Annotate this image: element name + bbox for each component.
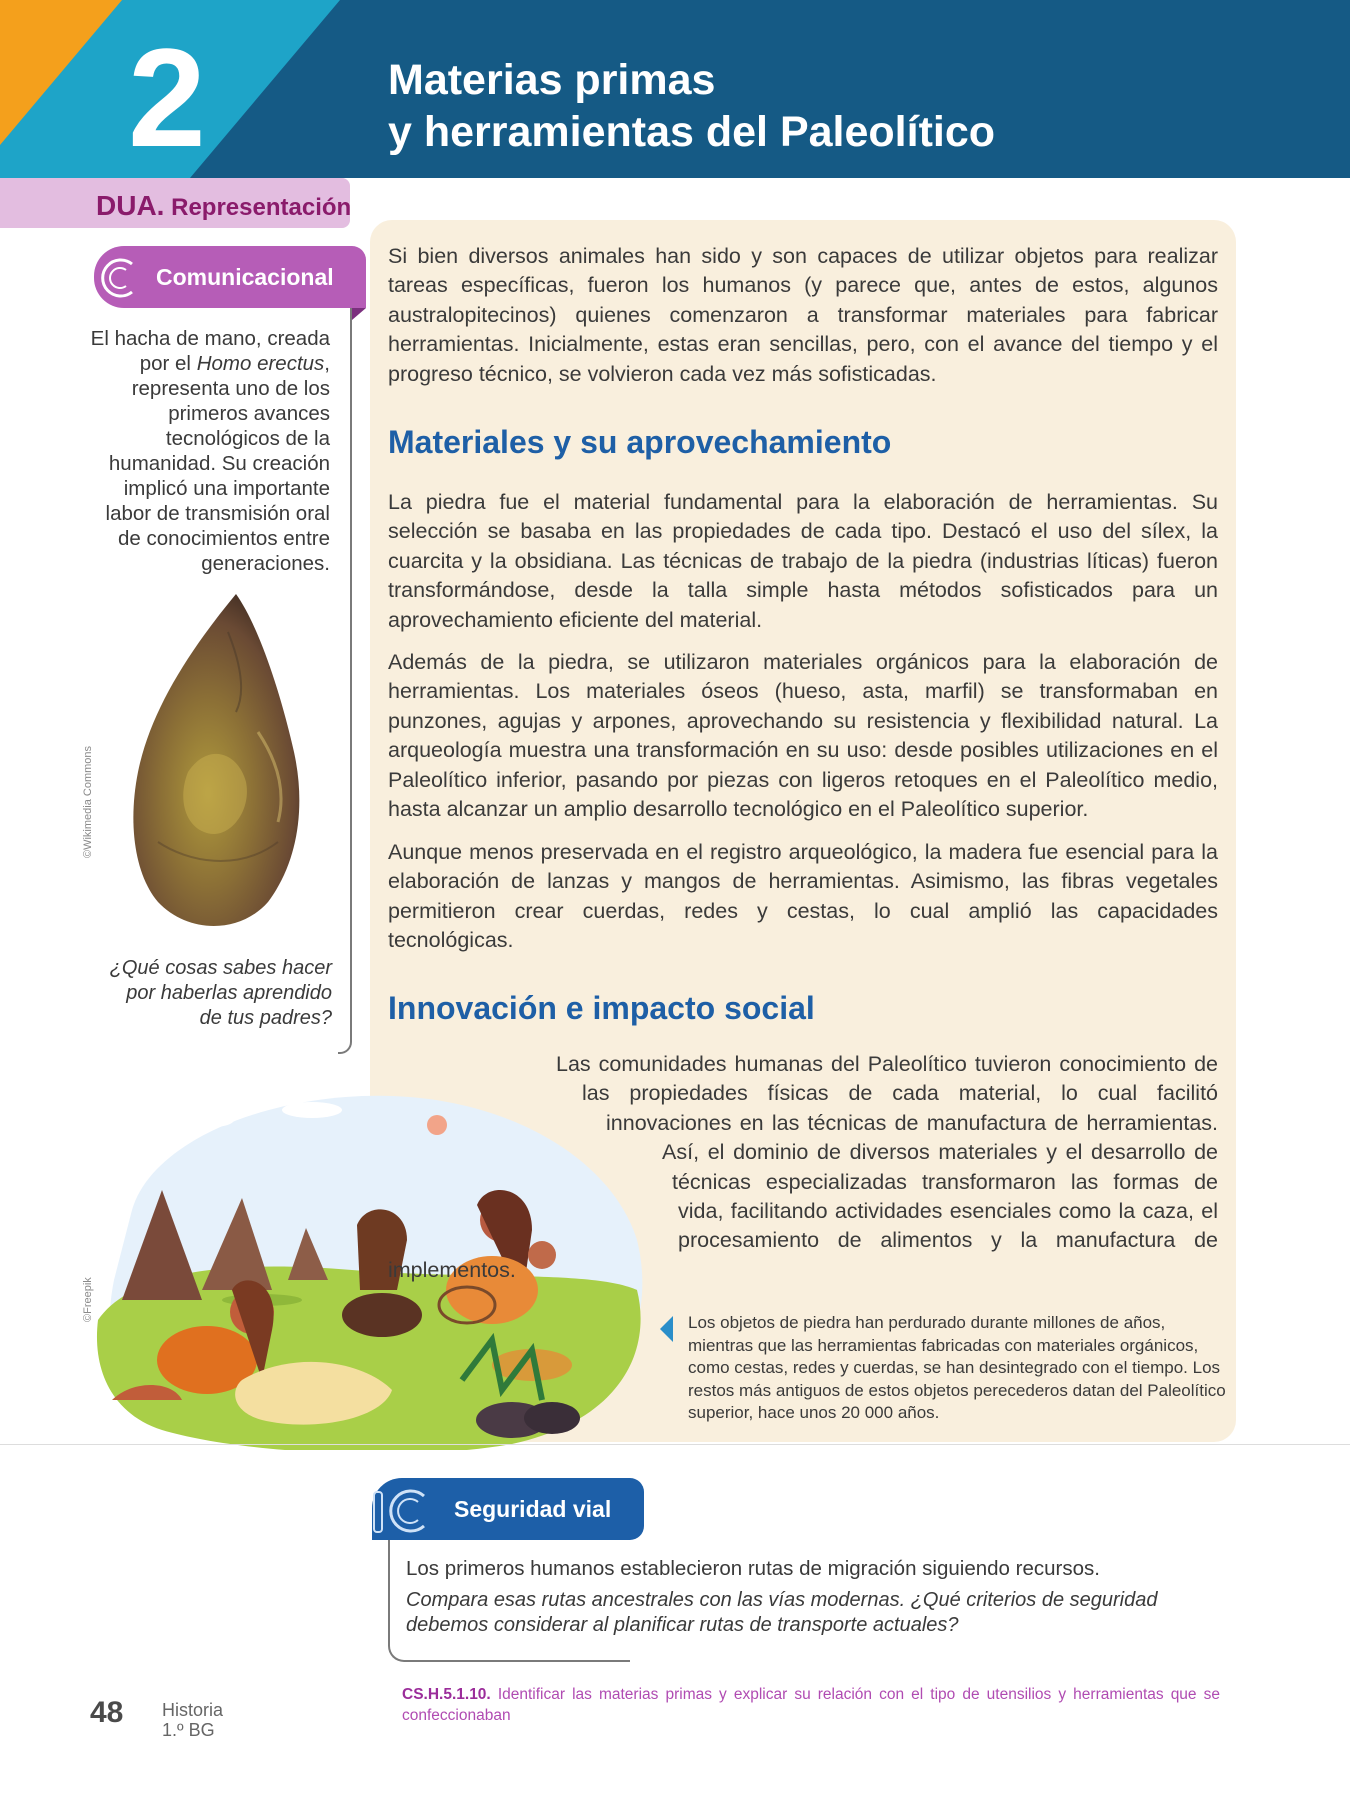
intro-paragraph: Si bien diversos animales han sido y son capaces de utilizar objetos para realizar tareas específicas, fueron los humanos (y parece que, antes de estos, algunos australopitecinos) quienes comenzaron a transformar materiales para fabricar herramientas. Inicialmente, estas eran sencillas, pero, con el avance del tiempo y el progreso técnico, se volvieron cada vez más sofisticadas. (388, 244, 1218, 386)
materials-paragraph-2: Además de la piedra, se utilizaron materiales orgánicos para la elaboración de herramientas. Los materiales óseos (hueso, asta, marfil) se transformaban en punzones, agujas y arpones, aprovechando su resistencia y flexibilidad natural. La arqueología muestra una transformación en su uso: desde posibles utilizaciones en el Paleolítico inferior, pasando por piezas con ligeros retoques en el Paleolítico medio, hasta alcanzar un amplio desarrollo tecnológico en el Paleolítico superior. (388, 650, 1218, 822)
innovation-paragraph (388, 1050, 1218, 1285)
materials-paragraph-3: Aunque menos preservada en el registro arqueológico, la madera fue esencial para la elaboración de lanzas y mangos de herramientas. Asimismo, las fibras vegetales permitieron crear cuerdas, redes y cestas, lo cual amplió las capacidades tecnológicas. (388, 840, 1218, 953)
chapter-number: 2 (128, 19, 202, 176)
curriculum-code: CS.H.5.1.10. (402, 1686, 491, 1703)
hand-axe-image (128, 592, 308, 932)
sidebar-frame-line (338, 300, 352, 1054)
curriculum-standard (402, 1684, 1220, 1726)
innovation-paragraph-text: Las comunidades humanas del Paleolítico tuvieron conocimiento de las propiedades físicas de cada material, lo cual facilitó innovaciones en las técnicas de manufactura de herramientas. Así, el dominio de diversos materiales y el desarrollo de técnicas especializadas transformaron las formas de vida, facilitando actividades esenciales como la caza, el procesamiento de alimentos y la manufactura de implementos. (388, 1052, 1218, 1282)
sidebar-question-line-1: ¿Qué cosas sabes hacer (109, 957, 332, 979)
section-heading-innovation: Innovación e impacto social (388, 990, 815, 1026)
footer-subject (162, 1700, 223, 1740)
page-title (388, 54, 995, 158)
communicational-c-icon (92, 252, 144, 304)
dua-label-strong: DUA. (96, 190, 165, 221)
footer-grade: 1.º BG (162, 1720, 215, 1740)
curriculum-text: Identificar las materias primas y explicar su relación con el tipo de utensilios y herramientas que se confeccionaban (402, 1686, 1220, 1724)
dua-label-rest: Representación (164, 194, 352, 221)
sidebar-question-line-2: por haberlas aprendido (126, 982, 332, 1004)
communicational-tab-label: Comunicacional (156, 264, 334, 290)
sidebar-question (100, 956, 332, 1031)
section-heading-materials: Materiales y su aprovechamiento (388, 424, 892, 460)
road-safety-question: Compara esas rutas ancestrales con las vías modernas. ¿Qué criterios de seguridad debemos considerar al planificar rutas de transporte actuales? (406, 1589, 1158, 1636)
road-safety-text: Los primeros humanos establecieron rutas de migración siguiendo recursos. (406, 1557, 1100, 1580)
road-safety-tab-label: Seguridad vial (454, 1496, 612, 1522)
sidebar-text-species: Homo erectus (196, 352, 325, 375)
side-note: Los objetos de piedra han perdurado durante millones de años, mientras que las herramientas fabricadas con materiales orgánicos, como cestas, redes y cuerdas, se han desintegrado con el tiempo. Los restos más antiguos de estos objetos perecederos datan del Paleolítico superior, hace unos 20 000 años. (688, 1313, 1226, 1423)
sidebar-text (80, 326, 330, 576)
road-safety-ic-icon (370, 1484, 434, 1538)
sidebar-text-part-1: El hacha de mano, creada por el (90, 327, 330, 375)
image-credit-wikimedia: ©Wikimedia Commons (82, 745, 94, 858)
note-pointer-icon (660, 1316, 673, 1342)
page-title-line-2: y herramientas del Paleolítico (388, 108, 996, 156)
section-divider (0, 1444, 1350, 1445)
sidebar-text-part-2: , representa uno de los primeros avances tecnológicos de la humanidad. Su creación implicó una importante labor de transmisión oral de conocimientos entre generaciones. (105, 352, 330, 575)
footer-subject-name: Historia (162, 1700, 224, 1720)
page-title-line-1: Materias primas (388, 56, 716, 104)
sidebar-question-line-3: de tus padres? (199, 1007, 332, 1029)
dua-label (96, 190, 351, 222)
image-credit-freepik: ©Freepik (82, 1277, 94, 1322)
communicational-tab-fold (352, 308, 366, 320)
page-number: 48 (90, 1696, 124, 1729)
materials-paragraph-1: La piedra fue el material fundamental para la elaboración de herramientas. Su selección se basaba en las propiedades de cada tipo. Destacó el uso del sílex, la cuarcita y la obsidiana. Las técnicas de trabajo de la piedra (industrias líticas) fueron transformándose, desde la talla simple hasta métodos sofisticados para un aprovechamiento eficiente del material. (388, 490, 1218, 632)
